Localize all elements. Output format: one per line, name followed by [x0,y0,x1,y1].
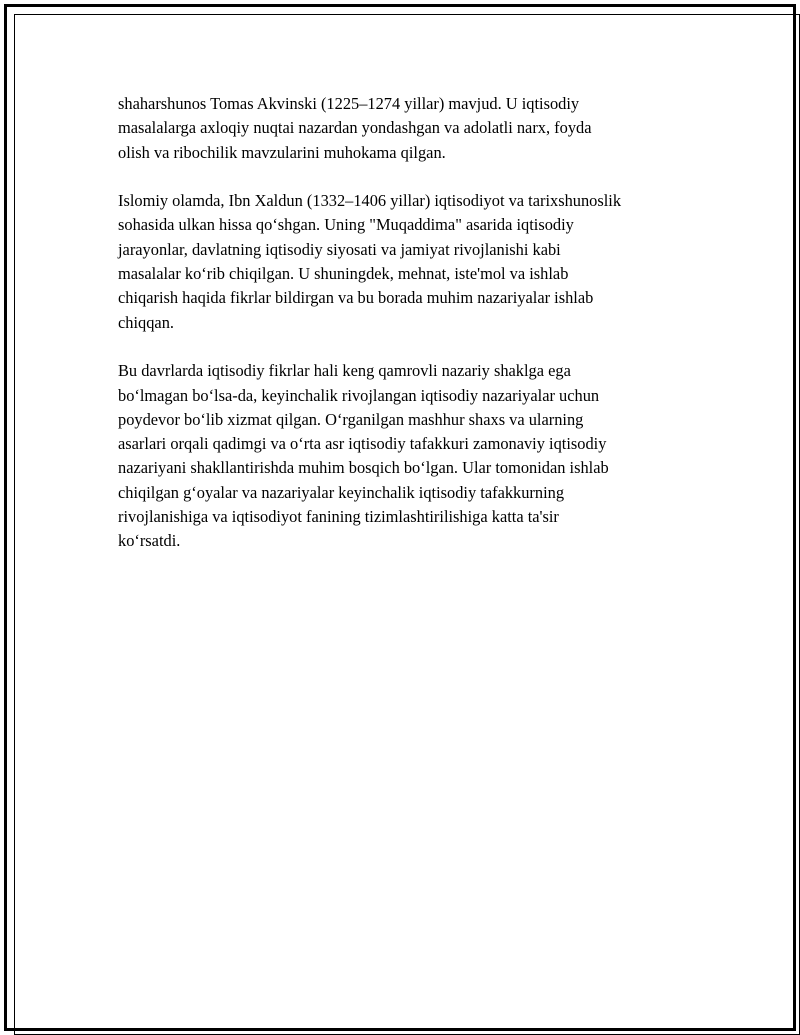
text-line: masalalar ko‘rib chiqilgan. U shuningdek, mehnat, iste'mol va ishlab [118,264,569,284]
text-line: sohasida ulkan hissa qo‘shgan. Uning "Muqaddima" asarida iqtisodiy [118,215,574,235]
text-line: chiqilgan g‘oyalar va nazariyalar keyinchalik iqtisodiy tafakkurning [118,482,565,502]
text-line: olish va ribochilik mavzularini muhokama qilgan. [118,142,446,162]
text-line: asarlari orqali qadimgi va o‘rta asr iqtisodiy tafakkuri zamonaviy iqtisodiy [118,434,607,454]
text-line: jarayonlar, davlatning iqtisodiy siyosati va jamiyat rivojlanishi kabi [118,239,561,259]
text-line: poydevor bo‘lib xizmat qilgan. O‘rganilgan mashhur shaxs va ularning [118,409,584,429]
paragraph-1 [118,92,688,165]
text-line: nazariyani shakllantirishda muhim bosqich bo‘lgan. Ular tomonidan ishlab [118,458,609,478]
text-line: bo‘lmagan bo‘lsa-da, keyinchalik rivojlangan iqtisodiy nazariyalar uchun [118,385,600,405]
paragraph-2 [118,189,688,335]
text-line: shaharshunos Tomas Akvinski (1225–1274 yillar) mavjud. U iqtisodiy [118,94,580,113]
paragraph-3 [118,359,688,553]
text-line: rivojlanishiga va iqtisodiyot fanining tizimlashtirilishiga katta ta'sir [118,507,559,527]
text-line: chiqqan. [118,312,174,332]
text-line: chiqarish haqida fikrlar bildirgan va bu borada muhim nazariyalar ishlab [118,288,594,308]
text-line: Islomiy olamda, Ibn Xaldun (1332–1406 yillar) iqtisodiyot va tarixshunoslik [118,191,622,211]
text-line: masalalarga axloqiy nuqtai nazardan yondashgan va adolatli narx, foyda [118,118,592,138]
document-body [118,92,688,578]
text-line: Bu davrlarda iqtisodiy fikrlar hali keng qamrovli nazariy shaklga ega [118,361,571,381]
text-line: ko‘rsatdi. [118,531,181,551]
